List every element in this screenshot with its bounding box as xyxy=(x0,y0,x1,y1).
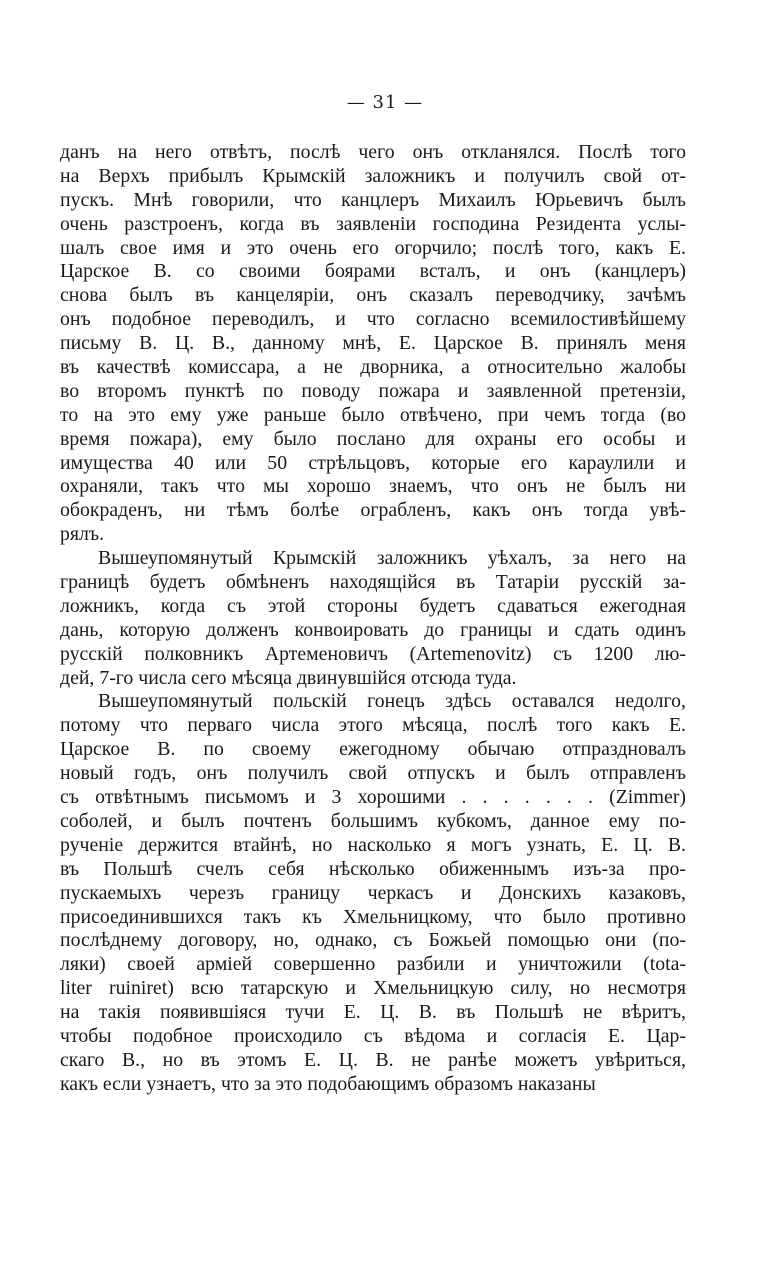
text-line: потому что перваго числа этого мѣсяца, послѣ того какъ Е. xyxy=(60,714,686,737)
text-line: то на это ему уже раньше было отвѣчено, при чемъ тогда (во xyxy=(60,403,686,426)
text-line: рялъ. xyxy=(60,523,105,546)
text-line: очень разстроенъ, когда въ заявленіи господина Резидента услы- xyxy=(60,212,686,235)
text-line: на Верхъ прибылъ Крымскій заложникъ и получилъ свой от- xyxy=(60,164,686,187)
text-line: на такія появившіяся тучи Е. Ц. В. въ Польшѣ не вѣритъ, xyxy=(60,1001,686,1024)
text-line: Царское В. со своими боярами всталъ, и онъ (канцлеръ) xyxy=(60,260,686,283)
text-line: Вышеупомянутый Крымскій заложникъ уѣхалъ, за него на xyxy=(98,547,686,570)
text-line: пускаемыхъ черезъ границу черкасъ и Донскихъ казаковъ, xyxy=(60,881,686,904)
text-line: снова былъ въ канцеляріи, онъ сказалъ переводчику, зачѣмъ xyxy=(60,284,686,307)
text-line: ложникъ, когда съ этой стороны будетъ сдаваться ежегодная xyxy=(60,594,686,617)
paragraph xyxy=(60,141,686,547)
paragraph xyxy=(60,690,686,1096)
text-line: чтобы подобное происходило съ вѣдома и согласія Е. Цар- xyxy=(60,1024,686,1047)
text-line: съ отвѣтнымъ письмомъ и 3 хорошими . . . . . . . (Zimmer) xyxy=(60,786,686,809)
text-line: новый годъ, онъ получилъ свой отпускъ и былъ отправленъ xyxy=(60,762,686,785)
page-number: — 31 — xyxy=(346,92,424,113)
text-line: Царское В. по своему ежегодному обычаю отпраздновалъ xyxy=(60,738,686,761)
text-line: въ качествѣ комиссара, а не дворника, а относительно жалобы xyxy=(60,356,686,379)
text-line: присоединившихся такъ къ Хмельницкому, что было противно xyxy=(60,905,686,928)
text-line: дань, которую долженъ конвоировать до границы и сдать одинъ xyxy=(60,618,686,641)
text-line: въ Польшѣ счелъ себя нѣсколько обиженнымъ изъ-за про- xyxy=(60,857,686,880)
paragraph xyxy=(60,547,686,690)
text-line: шалъ свое имя и это очень его огорчило; послѣ того, какъ Е. xyxy=(60,236,686,259)
text-line: liter ruiniret) всю татарскую и Хмельницкую силу, но несмотря xyxy=(60,977,686,1000)
text-line: Вышеупомянутый польскій гонецъ здѣсь оставался недолго, xyxy=(98,690,686,713)
text-line: пускъ. Мнѣ говорили, что канцлеръ Михаилъ Юрьевичъ былъ xyxy=(60,188,686,211)
text-line: послѣднему договору, но, однако, съ Божьей помощью они (по- xyxy=(60,929,686,952)
text-line: скаго В., но въ этомъ Е. Ц. В. не ранѣе можетъ увѣриться, xyxy=(60,1048,686,1071)
text-line: письму В. Ц. В., данному мнѣ, Е. Царское В. принялъ меня xyxy=(60,332,686,355)
text-line: дей, 7-го числа сего мѣсяца двинувшійся отсюда туда. xyxy=(60,666,517,689)
text-line: русскій полковникъ Артеменовичъ (Artemenovitz) съ 1200 лю- xyxy=(60,642,686,665)
text-line: ляки) своей арміей совершенно разбили и уничтожили (tota- xyxy=(60,953,686,976)
body-text xyxy=(60,141,686,1097)
text-line: во второмъ пунктѣ по поводу пожара и заявленной претензіи, xyxy=(60,379,686,402)
text-line: имущества 40 или 50 стрѣльцовъ, которые его караулили и xyxy=(60,451,686,474)
text-line: соболей, и былъ почтенъ большимъ кубкомъ, данное ему по- xyxy=(60,809,686,832)
text-line: какъ если узнаетъ, что за это подобающимъ образомъ наказаны xyxy=(60,1072,596,1095)
text-line: данъ на него отвѣтъ, послѣ чего онъ откланялся. Послѣ того xyxy=(60,141,686,163)
text-line: охраняли, такъ что мы хорошо знаемъ, что онъ не былъ ни xyxy=(60,475,686,498)
text-line: границѣ будетъ обмѣненъ находящійся въ Татаріи русскій за- xyxy=(60,571,686,594)
text-line: рученіе держится втайнѣ, но насколько я могъ узнать, Е. Ц. В. xyxy=(60,833,686,856)
text-line: время пожара), ему было послано для охраны его особы и xyxy=(60,427,686,450)
text-line: обокраденъ, ни тѣмъ болѣе ограбленъ, какъ онъ тогда увѣ- xyxy=(60,499,686,522)
text-line: онъ подобное переводилъ, и что согласно всемилостивѣйшему xyxy=(60,308,686,331)
